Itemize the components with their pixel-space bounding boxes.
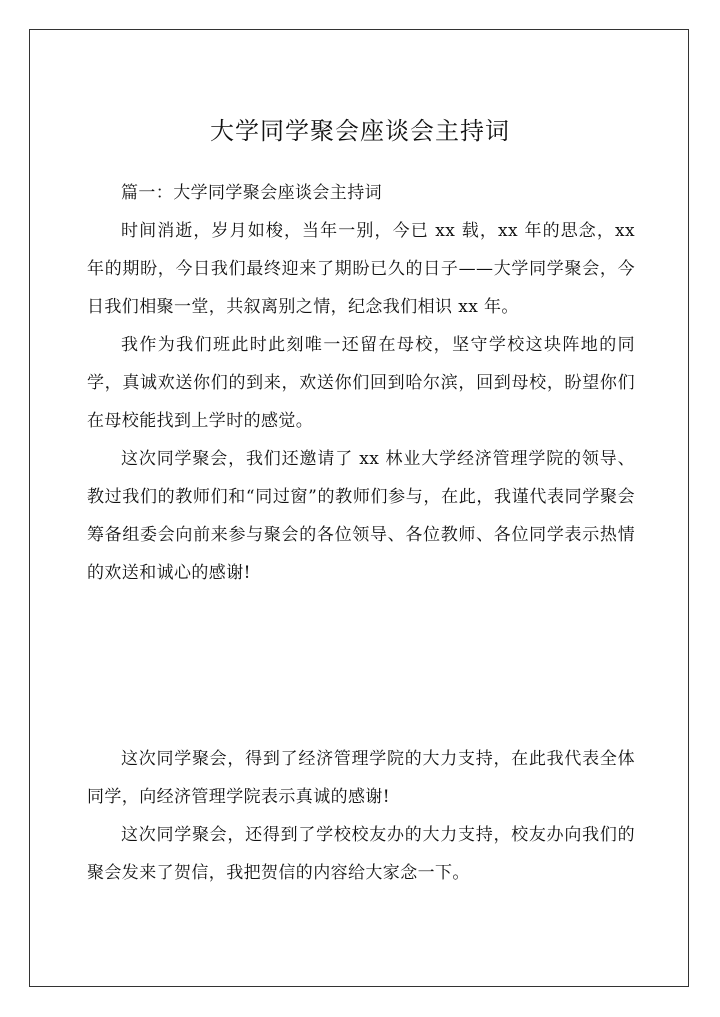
paragraph-2: 我作为我们班此时此刻唯一还留在母校，坚守学校这块阵地的同学，真诚欢送你们的到来，欢送你们回到哈尔滨，回到母校，盼望你们在母校能找到上学时的感觉。 xyxy=(87,335,635,431)
document-title: 大学同学聚会座谈会主持词 xyxy=(210,117,510,145)
section-heading: 篇一：大学同学聚会座谈会主持词 xyxy=(121,183,382,203)
paragraph-1: 时间消逝，岁月如梭，当年一别，今已 xx 载，xx 年的思念，xx 年的期盼，今日我们最终迎来了期盼已久的日子——大学同学聚会，今日我们相聚一堂，共叙离别之情，纪念我们相识 xx 年。 xyxy=(87,221,635,317)
paragraph-3: 这次同学聚会，我们还邀请了 xx 林业大学经济管理学院的领导、教过我们的教师们和“同过窗”的教师们参与，在此，我谨代表同学聚会筹备组委会向前来参与聚会的各位领导、各位教师、各位同学表示热情的欢送和诚心的感谢! xyxy=(87,449,635,583)
paragraph-4: 这次同学聚会，得到了经济管理学院的大力支持，在此我代表全体同学，向经济管理学院表示真诚的感谢! xyxy=(87,749,635,807)
paragraph-5: 这次同学聚会，还得到了学校校友办的大力支持，校友办向我们的聚会发来了贺信，我把贺信的内容给大家念一下。 xyxy=(87,825,635,883)
